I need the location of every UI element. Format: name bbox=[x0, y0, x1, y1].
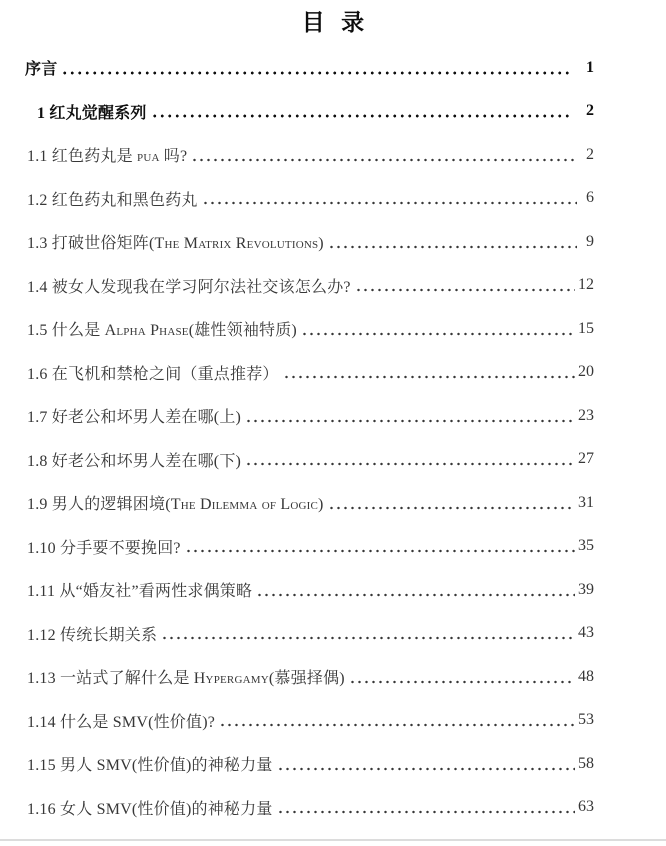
dot-leader bbox=[328, 506, 575, 510]
toc-entry-label: 1.7 好老公和坏男人差在哪(上) bbox=[27, 409, 242, 427]
toc-entry-label: 1.3 打破世俗矩阵(The Matrix Revolutions) bbox=[27, 235, 324, 253]
toc-entry[interactable] bbox=[25, 568, 594, 612]
toc-entry-label: 1.6 在飞机和禁枪之间（重点推荐） bbox=[27, 365, 279, 383]
toc-entry-label: 1.1 红色药丸是 pua 吗? bbox=[27, 148, 188, 166]
toc-entry[interactable] bbox=[25, 307, 594, 351]
toc-entry-page: 43 bbox=[578, 624, 594, 642]
dot-leader bbox=[301, 332, 575, 336]
toc-entry-page: 1 bbox=[586, 58, 594, 76]
toc-entry-label: 1.5 什么是 Alpha Phase(雄性领袖特质) bbox=[27, 322, 297, 340]
toc-entry-page: 53 bbox=[578, 711, 594, 729]
toc-entry-label: 1.13 一站式了解什么是 Hypergamy(慕强择偶) bbox=[27, 670, 345, 688]
toc-entry[interactable] bbox=[25, 742, 594, 786]
toc-entry[interactable] bbox=[25, 481, 594, 525]
dot-leader bbox=[283, 375, 575, 379]
toc-list bbox=[0, 46, 666, 829]
toc-entry-page: 20 bbox=[578, 363, 594, 381]
toc-entry-page: 63 bbox=[578, 798, 594, 816]
toc-entry[interactable] bbox=[25, 699, 594, 743]
toc-entry-page: 2 bbox=[586, 102, 594, 120]
toc-entry-page: 39 bbox=[578, 580, 594, 598]
toc-entry-label: 1.15 男人 SMV(性价值)的神秘力量 bbox=[27, 757, 273, 775]
toc-entry[interactable] bbox=[25, 177, 594, 221]
toc-entry-label: 1.8 好老公和坏男人差在哪(下) bbox=[27, 452, 242, 470]
dot-leader bbox=[245, 462, 575, 466]
toc-entry-page: 35 bbox=[578, 537, 594, 555]
toc-entry-page: 23 bbox=[578, 406, 594, 424]
toc-entry[interactable] bbox=[25, 612, 594, 656]
dot-leader bbox=[202, 201, 577, 205]
dot-leader bbox=[277, 767, 575, 771]
dot-leader bbox=[256, 593, 575, 597]
toc-entry-label: 1.4 被女人发现我在学习阿尔法社交该怎么办? bbox=[27, 278, 351, 296]
toc-entry-label: 序言 bbox=[25, 61, 58, 79]
toc-entry-label: 1.11 从“婚友社”看两性求偶策略 bbox=[27, 583, 253, 601]
toc-entry-label: 1 红丸觉醒系列 bbox=[37, 104, 147, 122]
toc-entry-page: 27 bbox=[578, 450, 594, 468]
page-title: 目 录 bbox=[301, 9, 365, 35]
dot-leader bbox=[328, 245, 577, 249]
toc-entry[interactable] bbox=[25, 394, 594, 438]
dot-leader bbox=[185, 549, 575, 553]
toc-entry-label: 1.9 男人的逻辑困境(The Dilemma of Logic) bbox=[27, 496, 324, 514]
toc-entry-label: 1.16 女人 SMV(性价值)的神秘力量 bbox=[27, 800, 273, 818]
toc-entry[interactable] bbox=[25, 786, 594, 830]
dot-leader bbox=[151, 114, 571, 118]
toc-entry[interactable] bbox=[25, 220, 594, 264]
toc-entry[interactable] bbox=[25, 655, 594, 699]
dot-leader bbox=[349, 680, 575, 684]
toc-entry[interactable] bbox=[25, 351, 594, 395]
toc-entry-page: 15 bbox=[578, 319, 594, 337]
toc-entry[interactable] bbox=[25, 90, 594, 134]
toc-entry[interactable] bbox=[25, 264, 594, 308]
dot-leader bbox=[191, 158, 577, 162]
toc-entry-page: 6 bbox=[586, 189, 594, 207]
toc-entry-label: 1.10 分手要不要挽回? bbox=[27, 539, 181, 557]
toc-entry-label: 1.2 红色药丸和黑色药丸 bbox=[27, 191, 198, 209]
toc-entry[interactable] bbox=[25, 46, 594, 90]
toc-entry-page: 48 bbox=[578, 667, 594, 685]
toc-entry[interactable] bbox=[25, 133, 594, 177]
toc-entry-page: 2 bbox=[586, 145, 594, 163]
toc-entry-label: 1.14 什么是 SMV(性价值)? bbox=[27, 713, 216, 731]
dot-leader bbox=[355, 288, 575, 292]
dot-leader bbox=[161, 636, 575, 640]
dot-leader bbox=[219, 723, 575, 727]
toc-entry-label: 1.12 传统长期关系 bbox=[27, 626, 158, 644]
toc-entry[interactable] bbox=[25, 525, 594, 569]
page-bottom-divider bbox=[0, 839, 666, 841]
dot-leader bbox=[61, 71, 571, 75]
toc-entry-page: 31 bbox=[578, 493, 594, 511]
toc-entry[interactable] bbox=[25, 438, 594, 482]
toc-entry-page: 9 bbox=[586, 232, 594, 250]
toc-entry-page: 12 bbox=[578, 276, 594, 294]
dot-leader bbox=[245, 419, 575, 423]
dot-leader bbox=[277, 810, 575, 814]
toc-entry-page: 58 bbox=[578, 754, 594, 772]
